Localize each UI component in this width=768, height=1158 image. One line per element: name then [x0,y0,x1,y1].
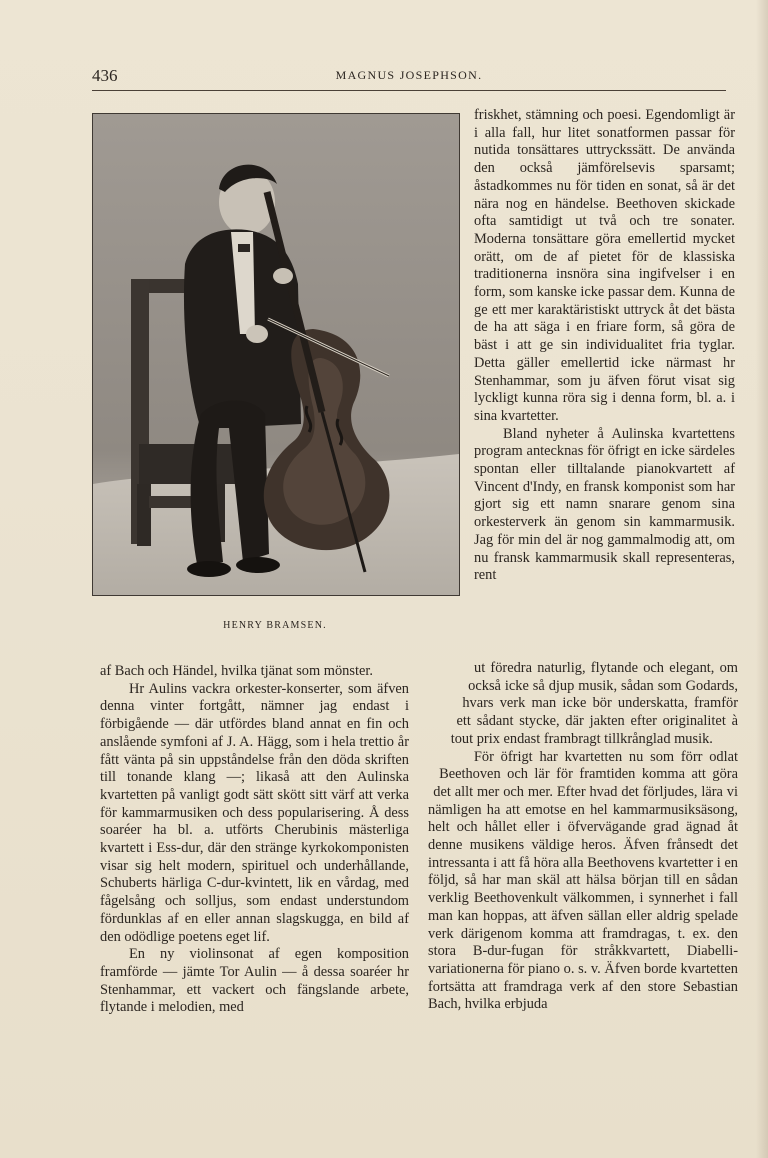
paragraph-violin-sonata: En ny violinsonat af egen komposition framförde — jämte Tor Aulin — å dessa soaréer hr Stenhammar, ett vackert och fängslande arbete, flytande i melodien, med [100,946,409,1016]
paragraph-aulin-concerts: Hr Aulins vackra orkester-konserter, som äfven denna vinter fortgått, nämner jag endast i förbigående — där utfördes bland annat en fin och anslående symfoni af J. A. Hägg, som i hela trettio år fått vänta på sin uppståndelse från den döda skriften till tonande klang —; likaså att den Aulinska kvartetten på vanligt godt sätt skött sitt värf att verka för kammarmusiken och dess popularisering. Å dess soaréer ha bl. a. utförts Cherubinis mästerliga kvartett i Ess-dur, där den stränge kyrkokomponisten visar sig helt modern, spirituel och underhållande, Schuberts härliga C-dur-kvintett, lik en vårdag, med fågelsång och solljus, som endast understundom fördunklas af en eller annan slagskugga, en bild af den odödlige poetens eget lif. [100,680,409,945]
paragraph-sonata-form: friskhet, stämning och poesi. Egendomligt är i alla fall, hur litet sonatformen passar för nutida tonsättares uttryckssätt. De använda den också jämförelsevis sparsamt; åstadkommes nu för tiden en sonat, så är det nära nog en händelse. Beethoven skickade ofta samtidigt ut två och tre sonater. Moderna tonsättare göra emellertid mycket orätt, om de af pietet för de klassiska traditionerna insnöra sina ingifvelser i en form, som kanske icke passar dem. Kunna de ge ett mer karaktäristiskt uttryck åt det bästa de ha att säga i en friare form, så göra de bäst i att ge sin individualitet fria tyglar. Detta gäller emellertid icke närmast hr Stenhammar, som ju äfven förut visat sig lyckligt kunna röra sig i denna form, bl. a. i sina kvartetter. [474,107,735,424]
left-column [100,663,409,1017]
page-header [92,66,726,90]
right-column-bottom [428,660,738,1014]
figure-caption: HENRY BRAMSEN. [223,620,327,631]
paragraph-new-works: Bland nyheter å Aulinska kvartettens program antecknas för öfrigt en icke särdeles spontan eller tilltalande pianokvartett af Vincent d'Indy, en fransk komponist som har gjort sig ett namn snarare genom sina orkesterverk än genom sin kammarmusik. Jag för min del är nog gammalmodig att, om nu fransk kammarmusik skall representeras, rent [474,425,735,584]
page-edge-shadow [756,0,768,1158]
left-hand [246,325,268,343]
header-rule [92,90,726,91]
paragraph-french-chamber-music: ut föredra naturlig, flytande och elegant, om också icke så djup musik, sådan som Godards, hvars verk man icke bör underskatta, framför ett sådant stycke, där jakten efter originalitet à tout prix endast frambragt tillkrånglad musik. [450,660,738,747]
paragraph-bach-handel: af Bach och Händel, hvilka tjänat som mönster. [100,663,373,679]
right-column-top [474,107,735,585]
running-title: MAGNUS JOSEPHSON. [335,68,483,82]
page-number: 436 [92,66,118,85]
portrait-photo [92,113,460,596]
right-hand [273,268,293,284]
paragraph-beethoven-cult: För öfrigt har kvartetten nu som förr odlat Beethoven och lär för framtiden komma att göra det allt mer och mer. Efter hvad det förljudes, lära vi nämligen ha att emotse en hel kammarmusiksäsong, helt och hållet eller i öfvervägande grad ägnad åt denne musikens väldige heros. Äfven frånsedt det intressanta i att få höra alla Beethovens kvartetter i en följd, så har man skäl att hälsa början till en sådan verklig Beethovenkult välkommen, i synnerhet i fall man kan hoppas, att äfven sällan eller aldrig spelade verk därigenom komma att framdragas, t. ex. den stora B-dur-fugan för stråkkvartett, Diabelli-variationerna för piano o. s. v. Äfven borde kvartetten fortsätta att framdraga verk af den store Sebastian Bach, hvilka erbjuda [428,748,738,1013]
cellist-illustration [93,114,459,595]
